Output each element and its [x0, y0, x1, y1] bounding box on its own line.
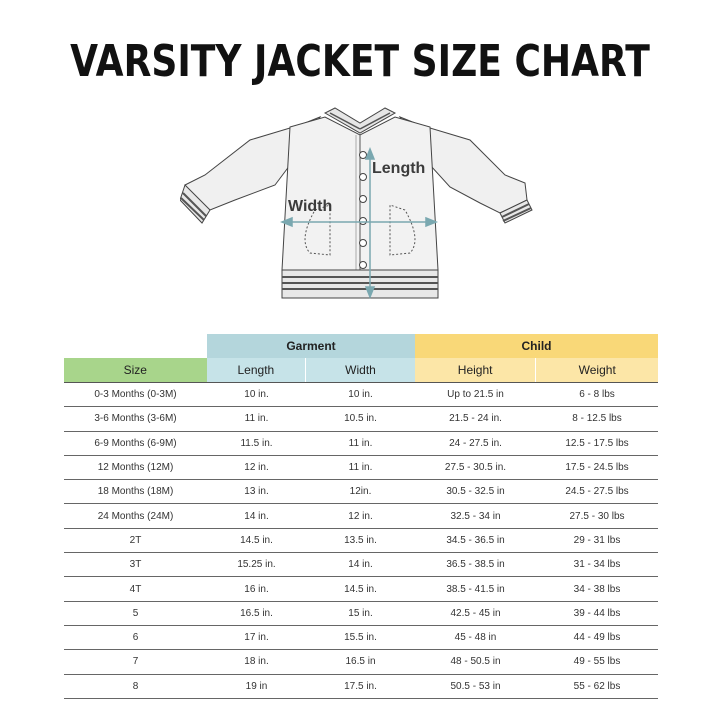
- length-cell: 17 in.: [244, 632, 269, 644]
- column-header-row: [64, 358, 658, 382]
- jacket-waistband: [282, 270, 438, 298]
- table-row: [64, 504, 658, 528]
- size-cell: 18 Months (18M): [97, 486, 174, 498]
- length-cell: 14 in.: [244, 510, 269, 522]
- length-cell: 15.25 in.: [237, 559, 276, 571]
- group-header-row: [64, 334, 658, 358]
- garment-group-header: Garment: [207, 334, 415, 358]
- table-row: [64, 432, 658, 456]
- height-cell: 34.5 - 36.5 in: [446, 534, 505, 546]
- table-row: [64, 675, 658, 699]
- size-cell: 8: [132, 680, 139, 692]
- length-cell: 16 in.: [244, 583, 269, 595]
- length-cell: 10 in.: [244, 389, 269, 401]
- table-row: [64, 577, 658, 601]
- size-cell: 24 Months (24M): [97, 510, 174, 522]
- weight-cell: 44 - 49 lbs: [573, 632, 621, 644]
- width-cell: 10.5 in.: [344, 413, 377, 425]
- table-row: [64, 650, 658, 674]
- weight-cell: 49 - 55 lbs: [573, 656, 621, 668]
- width-cell: 12 in.: [348, 510, 373, 522]
- column-header-length: Length: [207, 358, 306, 382]
- group-header-spacer: [64, 334, 207, 358]
- table-row: [64, 626, 658, 650]
- jacket-illustration: [180, 105, 540, 305]
- height-cell: 36.5 - 38.5 in: [446, 559, 505, 571]
- child-group-header: Child: [415, 334, 658, 358]
- width-cell: 17.5 in.: [344, 680, 377, 692]
- size-cell: 12 Months (12M): [97, 462, 174, 474]
- height-cell: 48 - 50.5 in: [450, 656, 501, 668]
- height-cell: 32.5 - 34 in: [450, 510, 501, 522]
- size-cell: 6: [132, 632, 139, 644]
- table-row: [64, 602, 658, 626]
- length-cell: 19 in: [245, 680, 268, 692]
- height-cell: 30.5 - 32.5 in: [446, 486, 505, 498]
- table-row: [64, 553, 658, 577]
- weight-cell: 27.5 - 30 lbs: [569, 510, 625, 522]
- size-chart-table: [64, 334, 658, 699]
- weight-cell: 39 - 44 lbs: [573, 607, 621, 619]
- size-cell: 3T: [129, 559, 142, 571]
- length-label: Length: [372, 160, 426, 177]
- width-cell: 10 in.: [348, 389, 373, 401]
- weight-cell: 34 - 38 lbs: [573, 583, 621, 595]
- table-row: [64, 407, 658, 431]
- height-cell: 38.5 - 41.5 in: [446, 583, 505, 595]
- table-row: [64, 383, 658, 407]
- width-cell: 16.5 in: [345, 656, 376, 668]
- length-cell: 18 in.: [244, 656, 269, 668]
- length-cell: 16.5 in.: [240, 607, 273, 619]
- weight-cell: 6 - 8 lbs: [579, 389, 615, 401]
- length-cell: 11 in.: [244, 413, 269, 425]
- width-cell: 15.5 in.: [344, 632, 377, 644]
- width-cell: 13.5 in.: [344, 534, 377, 546]
- length-cell: 11.5 in.: [240, 437, 273, 449]
- size-cell: 7: [132, 656, 139, 668]
- width-label: Width: [288, 198, 333, 215]
- size-cell: 6-9 Months (6-9M): [94, 437, 177, 449]
- table-body: [64, 382, 658, 699]
- height-cell: 24 - 27.5 in.: [449, 437, 502, 449]
- table-row: [64, 456, 658, 480]
- size-cell: 3-6 Months (3-6M): [94, 413, 177, 425]
- height-cell: Up to 21.5 in: [447, 389, 504, 401]
- column-header-weight: Weight: [535, 358, 658, 382]
- width-cell: 11 in.: [348, 462, 373, 474]
- page-title: VARSITY JACKET SIZE CHART: [70, 36, 650, 87]
- height-cell: 45 - 48 in: [454, 632, 497, 644]
- width-cell: 11 in.: [348, 437, 373, 449]
- size-cell: 4T: [129, 583, 142, 595]
- width-cell: 14 in.: [348, 559, 373, 571]
- weight-cell: 55 - 62 lbs: [573, 680, 621, 692]
- height-cell: 50.5 - 53 in: [450, 680, 501, 692]
- size-cell: 2T: [129, 534, 142, 546]
- height-cell: 21.5 - 24 in.: [449, 413, 502, 425]
- weight-cell: 8 - 12.5 lbs: [572, 413, 622, 425]
- width-cell: 14.5 in.: [344, 583, 377, 595]
- column-header-height: Height: [415, 358, 536, 382]
- weight-cell: 24.5 - 27.5 lbs: [565, 486, 629, 498]
- size-cell: 5: [132, 607, 139, 619]
- width-cell: 15 in.: [348, 607, 373, 619]
- table-row: [64, 480, 658, 504]
- weight-cell: 17.5 - 24.5 lbs: [565, 462, 629, 474]
- column-header-size: Size: [64, 358, 207, 382]
- weight-cell: 29 - 31 lbs: [573, 534, 621, 546]
- column-header-width: Width: [305, 358, 415, 382]
- weight-cell: 12.5 - 17.5 lbs: [565, 437, 629, 449]
- height-cell: 27.5 - 30.5 in.: [444, 462, 507, 474]
- weight-cell: 31 - 34 lbs: [573, 559, 621, 571]
- length-cell: 12 in.: [244, 462, 269, 474]
- height-cell: 42.5 - 45 in: [450, 607, 501, 619]
- size-cell: 0-3 Months (0-3M): [94, 389, 177, 401]
- table-row: [64, 529, 658, 553]
- length-cell: 13 in.: [244, 486, 269, 498]
- width-cell: 12in.: [349, 486, 372, 498]
- length-cell: 14.5 in.: [240, 534, 273, 546]
